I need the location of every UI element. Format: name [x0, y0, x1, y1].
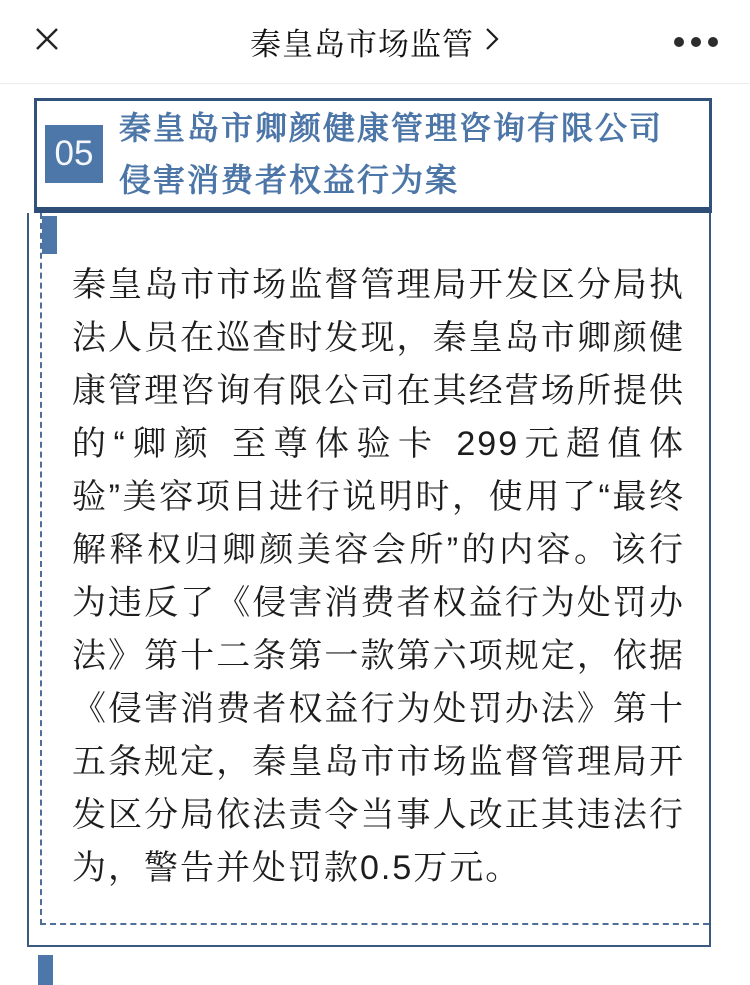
- chevron-right-icon: [484, 24, 500, 60]
- case-title: [119, 102, 663, 206]
- case-header: [34, 98, 712, 213]
- case-content-inner: [40, 213, 709, 925]
- close-button[interactable]: [32, 24, 102, 59]
- ellipsis-more-icon: [708, 37, 718, 47]
- case-title-line1: 秦皇岛市卿颜健康管理咨询有限公司: [119, 110, 664, 146]
- case-body-text: 秦皇岛市市场监督管理局开发区分局执法人员在巡查时发现，秦皇岛市卿颜健康管理咨询有限公司在其经营场所提供的“卿颜 至尊体验卡 299元超值体验”美容项目进行说明时，使用了“最终解释权归卿颜美容会所”的内容。该行为违反了《侵害消费者权益行为处罚办法》第十二条第一款第六项规定，依据《侵害消费者权益行为处罚办法》第十五条规定，秦皇岛市市场监督管理局开发区分局依法责令当事人改正其违法行为，警告并处罚款0.5万元。: [72, 266, 685, 887]
- account-title-label: 秦皇岛市场监管: [250, 27, 474, 62]
- close-icon: [32, 24, 62, 59]
- case-title-line2: 侵害消费者权益行为案: [119, 162, 460, 198]
- case-content-box: [27, 213, 711, 947]
- next-section-corner-decoration: [38, 955, 53, 985]
- case-number-badge: 05: [45, 125, 103, 183]
- top-bar: [0, 0, 750, 84]
- ellipsis-more-icon: [674, 37, 684, 47]
- ellipsis-more-icon: [691, 37, 701, 47]
- account-title-link[interactable]: [102, 19, 648, 64]
- more-menu-button[interactable]: [648, 37, 718, 47]
